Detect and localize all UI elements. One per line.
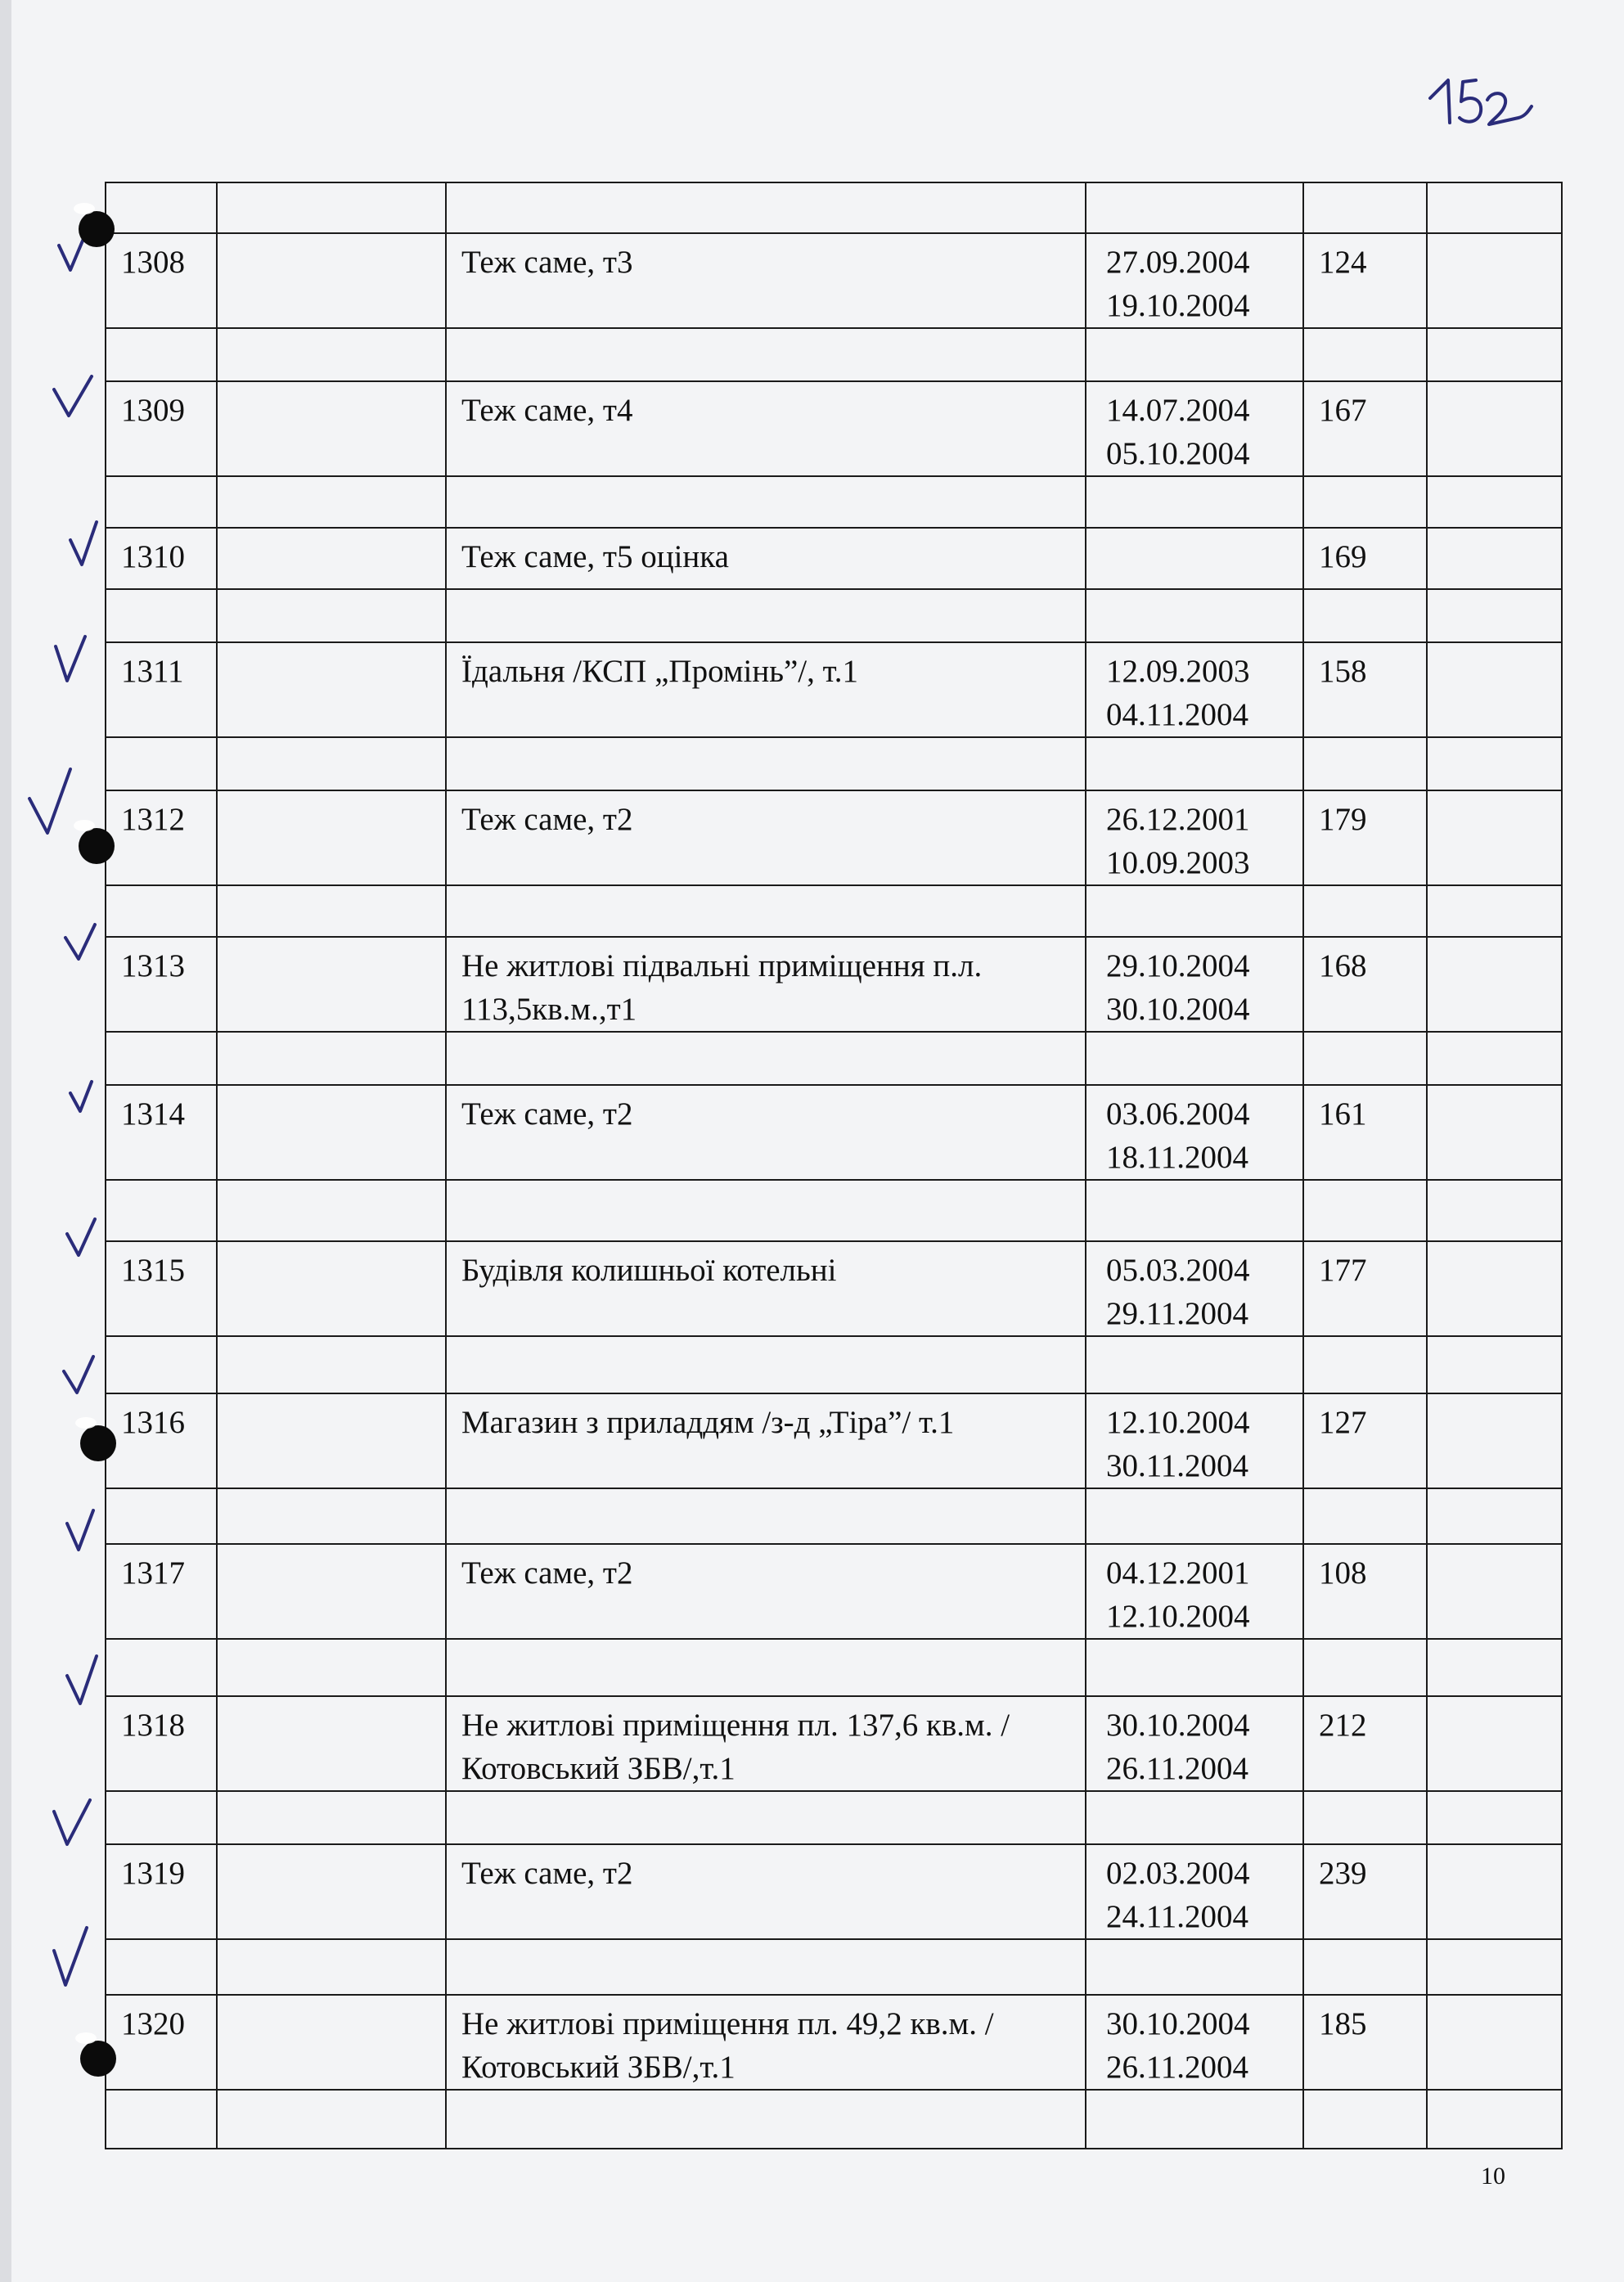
row-number: 1320 [106, 1995, 217, 2090]
row-pages: 168 [1303, 937, 1427, 1032]
row-date-end: 05.10.2004 [1106, 436, 1250, 471]
row-title: Не житлові підвальні приміщення п.л. 113,5кв.м.,т1 [446, 937, 1086, 1032]
row-number: 1308 [106, 233, 217, 328]
row-pages: 124 [1303, 233, 1427, 328]
row-notes [1427, 937, 1562, 1032]
row-title: Їдальня /КСП „Промінь”/, т.1 [446, 642, 1086, 737]
row-date-start: 02.03.2004 [1106, 1856, 1250, 1891]
row-pages: 169 [1303, 528, 1427, 589]
table-spacer-row [106, 1180, 1562, 1241]
checkmark-icon [65, 925, 95, 959]
table-row [106, 1844, 1562, 1939]
row-pages: 158 [1303, 642, 1427, 737]
row-notes [1427, 1696, 1562, 1791]
row-dates [1086, 1844, 1303, 1939]
table-spacer-row [106, 2090, 1562, 2149]
row-blank-cell [217, 381, 446, 476]
page-number: 10 [1481, 2163, 1505, 2190]
register-table [105, 182, 1563, 2149]
table-row [106, 1696, 1562, 1791]
row-number: 1316 [106, 1393, 217, 1488]
row-number: 1311 [106, 642, 217, 737]
table-spacer-row [106, 589, 1562, 642]
row-number: 1309 [106, 381, 217, 476]
row-dates [1086, 1995, 1303, 2090]
row-date-end: 24.11.2004 [1106, 1899, 1249, 1934]
row-date-end: 30.10.2004 [1106, 992, 1250, 1027]
table-row [106, 233, 1562, 328]
row-blank-cell [217, 233, 446, 328]
table-row [106, 1544, 1562, 1639]
row-blank-cell [217, 642, 446, 737]
row-title: Теж саме, т2 [446, 1544, 1086, 1639]
register-rows [106, 182, 1562, 2149]
row-title: Не житлові приміщення пл. 137,6 кв.м. /Котовський ЗБВ/,т.1 [446, 1696, 1086, 1791]
checkmark-icon [67, 1510, 93, 1550]
row-notes [1427, 1085, 1562, 1180]
row-date-end: 26.11.2004 [1106, 2050, 1249, 2085]
table-row [106, 937, 1562, 1032]
table-spacer-row [106, 1032, 1562, 1085]
table-row [106, 1241, 1562, 1336]
row-title: Магазин з приладдям /з-д „Тіра”/ т.1 [446, 1393, 1086, 1488]
row-dates [1086, 233, 1303, 328]
table-spacer-row [106, 328, 1562, 381]
row-date-start: 03.06.2004 [1106, 1096, 1250, 1132]
table-spacer-row [106, 1336, 1562, 1393]
row-blank-cell [217, 1844, 446, 1939]
checkmark-icon [29, 769, 70, 833]
table-spacer-row [106, 1639, 1562, 1696]
table-spacer-row [106, 885, 1562, 937]
row-pages: 239 [1303, 1844, 1427, 1939]
row-notes [1427, 381, 1562, 476]
table-row [106, 790, 1562, 885]
row-dates [1086, 937, 1303, 1032]
row-pages: 161 [1303, 1085, 1427, 1180]
row-date-start: 29.10.2004 [1106, 948, 1250, 983]
row-title: Теж саме, т2 [446, 1844, 1086, 1939]
row-date-start: 27.09.2004 [1106, 245, 1250, 280]
row-number: 1315 [106, 1241, 217, 1336]
row-date-start: 26.12.2001 [1106, 802, 1250, 837]
checkmark-icon [56, 637, 85, 681]
row-blank-cell [217, 528, 446, 589]
row-notes [1427, 528, 1562, 589]
row-blank-cell [217, 1085, 446, 1180]
row-title: Будівля колишньої котельні [446, 1241, 1086, 1336]
row-pages: 179 [1303, 790, 1427, 885]
row-dates [1086, 642, 1303, 737]
row-dates [1086, 1241, 1303, 1336]
row-dates [1086, 1544, 1303, 1639]
table-row [106, 1085, 1562, 1180]
row-title: Теж саме, т3 [446, 233, 1086, 328]
row-date-start: 04.12.2001 [1106, 1555, 1250, 1591]
row-blank-cell [217, 1393, 446, 1488]
checkmark-icon [54, 1928, 87, 1985]
checkmark-icon [54, 1800, 90, 1844]
row-date-end: 12.10.2004 [1106, 1599, 1250, 1634]
row-date-end: 26.11.2004 [1106, 1751, 1249, 1786]
row-date-end: 30.11.2004 [1106, 1448, 1249, 1483]
row-date-end: 19.10.2004 [1106, 288, 1250, 323]
table-spacer-row [106, 1939, 1562, 1995]
row-date-end: 10.09.2003 [1106, 845, 1250, 880]
row-date-end: 18.11.2004 [1106, 1140, 1249, 1175]
row-notes [1427, 1844, 1562, 1939]
row-blank-cell [217, 1995, 446, 2090]
checkmark-icon [64, 1357, 93, 1393]
folio-number [1422, 65, 1545, 139]
row-number: 1317 [106, 1544, 217, 1639]
row-title: Теж саме, т5 оцінка [446, 528, 1086, 589]
row-number: 1318 [106, 1696, 217, 1791]
checkmark-icon [70, 1082, 92, 1111]
row-notes [1427, 233, 1562, 328]
row-dates [1086, 790, 1303, 885]
row-dates [1086, 1085, 1303, 1180]
table-spacer-row [106, 1488, 1562, 1544]
row-number: 1310 [106, 528, 217, 589]
row-date-end: 04.11.2004 [1106, 697, 1249, 732]
checkmark-icon [59, 219, 92, 270]
row-date-start: 30.10.2004 [1106, 2006, 1250, 2041]
table-spacer-row [106, 182, 1562, 233]
checkmark-icon [67, 1219, 95, 1255]
checkmark-icon [67, 1656, 97, 1704]
row-number: 1314 [106, 1085, 217, 1180]
row-pages: 185 [1303, 1995, 1427, 2090]
row-date-start: 12.10.2004 [1106, 1405, 1250, 1440]
table-row [106, 1995, 1562, 2090]
row-blank-cell [217, 1241, 446, 1336]
row-dates [1086, 1696, 1303, 1791]
row-notes [1427, 790, 1562, 885]
row-number: 1319 [106, 1844, 217, 1939]
row-number: 1313 [106, 937, 217, 1032]
row-date-start: 14.07.2004 [1106, 393, 1250, 428]
table-row [106, 642, 1562, 737]
row-blank-cell [217, 937, 446, 1032]
table-spacer-row [106, 1791, 1562, 1844]
row-pages: 167 [1303, 381, 1427, 476]
row-notes [1427, 1241, 1562, 1336]
row-date-end: 29.11.2004 [1106, 1296, 1249, 1331]
row-title: Теж саме, т2 [446, 790, 1086, 885]
row-date-start: 30.10.2004 [1106, 1708, 1250, 1743]
row-pages: 177 [1303, 1241, 1427, 1336]
row-dates [1086, 1393, 1303, 1488]
checkmark-icon [70, 522, 97, 565]
row-title: Теж саме, т4 [446, 381, 1086, 476]
row-dates [1086, 381, 1303, 476]
row-notes [1427, 1393, 1562, 1488]
table-row [106, 381, 1562, 476]
row-dates [1086, 528, 1303, 589]
row-notes [1427, 1544, 1562, 1639]
table-row [106, 528, 1562, 589]
row-notes [1427, 642, 1562, 737]
row-pages: 108 [1303, 1544, 1427, 1639]
row-blank-cell [217, 1544, 446, 1639]
row-pages: 212 [1303, 1696, 1427, 1791]
row-notes [1427, 1995, 1562, 2090]
row-blank-cell [217, 1696, 446, 1791]
row-pages: 127 [1303, 1393, 1427, 1488]
table-spacer-row [106, 476, 1562, 528]
row-blank-cell [217, 790, 446, 885]
page-edge [0, 0, 11, 2282]
table-spacer-row [106, 737, 1562, 790]
table-row [106, 1393, 1562, 1488]
row-title: Теж саме, т2 [446, 1085, 1086, 1180]
folio-handwriting [1422, 65, 1545, 139]
checkmark-icon [54, 376, 92, 416]
row-title: Не житлові приміщення пл. 49,2 кв.м. /Котовський ЗБВ/,т.1 [446, 1995, 1086, 2090]
row-number: 1312 [106, 790, 217, 885]
row-date-start: 05.03.2004 [1106, 1253, 1250, 1288]
row-date-start: 12.09.2003 [1106, 654, 1250, 689]
